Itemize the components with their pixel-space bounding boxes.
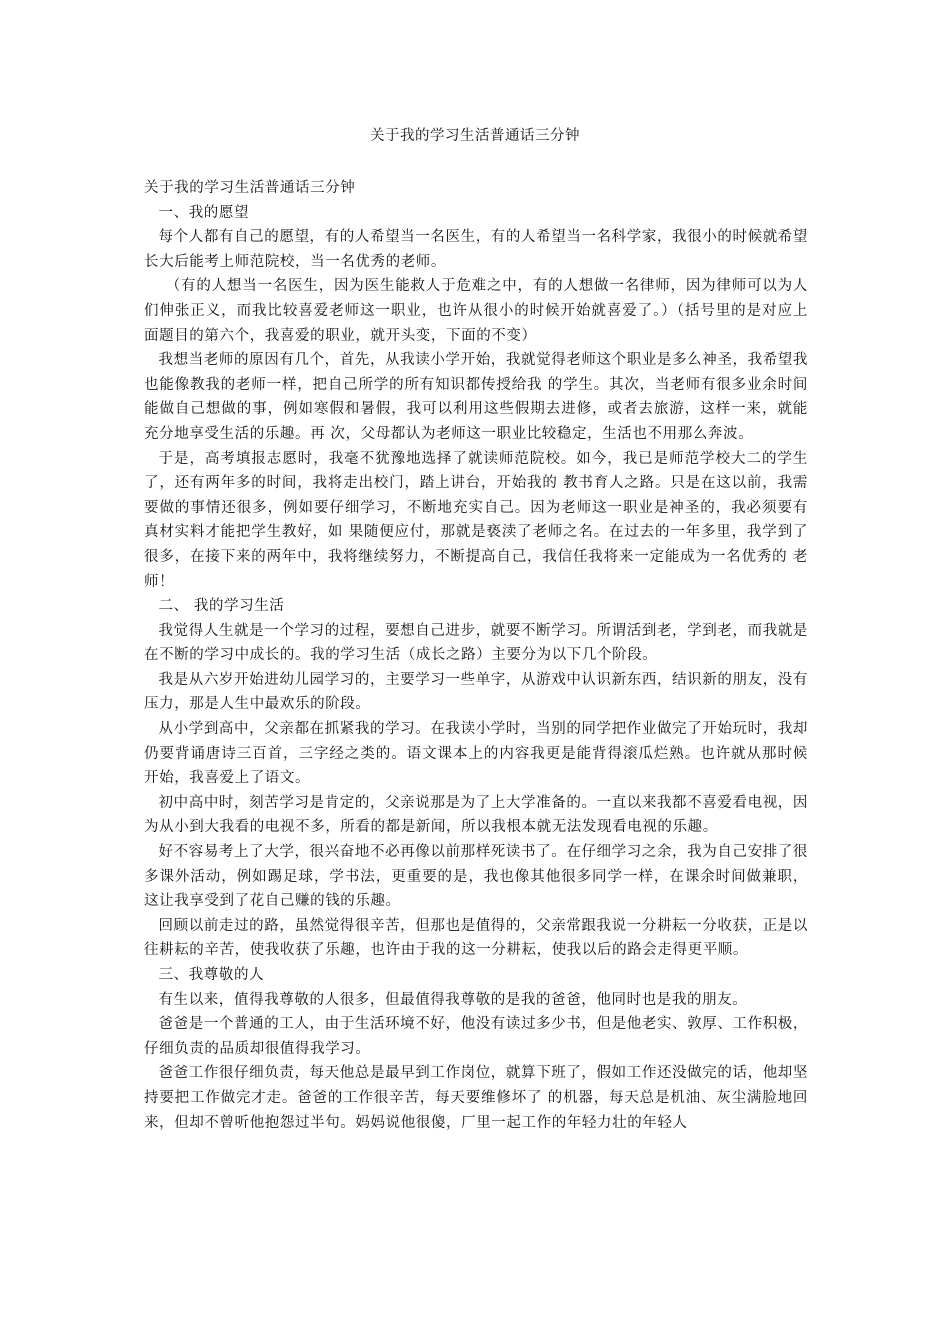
document-body: [144, 176, 808, 1135]
paragraph: 一、我的愿望: [158, 204, 250, 221]
paragraph: 每个人都有自己的愿望，有的人希望当一名医生，有的人希望当一名科学家，我很小的时候就希望长大后能考上师范院校，当一名优秀的老师。: [144, 229, 808, 270]
paragraph: 有生以来，值得我尊敬的人很多，但最值得我尊敬的是我的爸爸，他同时也是我的朋友。: [158, 991, 748, 1008]
body-heading: 关于我的学习生活普通话三分钟: [144, 180, 356, 196]
paragraph: 从小学到高中，父亲都在抓紧我的学习。在我读小学时，当别的同学把作业做完了开始玩时，我却仍要背诵唐诗三百首，三字经之类的。语文课本上的内容我更是能背得滚瓜烂熟。也许就从那时候开始，我喜爱上了语文。: [144, 721, 808, 787]
paragraph: 我想当老师的原因有几个，首先，从我读小学开始，我就觉得老师这个职业是多么神圣，我希望我也能像教我的老师一样，把自己所学的所有知识都传授给我 的学生。其次，当老师有很多业余时间能做自己想做的事，例如寒假和暑假，我可以利用这些假期去进修，或者去旅游，这样一来，就能充分地享受生活的乐趣。再 次，父母都认为老师这一职业比较稳定，生活也不用那么奔波。: [144, 352, 808, 442]
paragraph: 我是从六岁开始进幼儿园学习的，主要学习一些单字，从游戏中认识新东西，结识新的朋友，没有压力，那是人生中最欢乐的阶段。: [144, 671, 808, 713]
paragraph: 初中高中时，刻苦学习是肯定的，父亲说那是为了上大学准备的。一直以来我都不喜爱看电视，因为从小到大我看的电视不多，所看的都是新闻，所以我根本就无法发现看电视的乐趣。: [144, 794, 808, 836]
paragraph: 回顾以前走过的路，虽然觉得很辛苦，但那也是值得的，父亲常跟我说一分耕耘一分收获，正是以往耕耘的辛苦，使我收获了乐趣，也许由于我的这一分耕耘，使我以后的路会走得更平顺。: [144, 917, 808, 959]
paragraph: 于是，高考填报志愿时，我毫不犹豫地选择了就读师范院校。如今，我已是师范学校大二的学生了，还有两年多的时间，我将走出校门，踏上讲台，开始我的 教书育人之路。只是在这以前，我需要做的事情还很多，例如要仔细学习，不断地充实自己。因为老师这一职业是神圣的，我必须要有真材实料才能把学生教好，如 果随便应付，那就是亵渎了老师之名。在过去的一年多里，我学到了很多，在接下来的两年中，我将继续努力，不断提高自己，我信任我将来一定能成为一名优秀的 老师！: [144, 450, 808, 590]
paragraph: 三、我尊敬的人: [158, 967, 265, 983]
paragraph: 二、 我的学习生活: [158, 598, 285, 615]
paragraph: 好不容易考上了大学，很兴奋地不必再像以前那样死读书了。在仔细学习之余，我为自己安排了很多课外活动，例如踢足球，学书法，更重要的是，我也像其他很多同学一样，在课余时间做兼职，这让我享受到了花自己赚的钱的乐趣。: [144, 844, 808, 910]
paragraph: 爸爸是一个普通的工人，由于生活环境不好，他没有读过多少书，但是他老实、敦厚、工作积极，仔细负责的品质却很值得我学习。: [144, 1016, 808, 1057]
paragraph: 爸爸工作很仔细负责，每天他总是最早到工作岗位，就算下班了，假如工作还没做完的话，他却坚持要把工作做完才走。爸爸的工作很辛苦，每天要维修坏了 的机器，每天总是机油、灰尘满脸地回来，但却不曾听他抱怨过半句。妈妈说他很傻，厂里一起工作的年轻力壮的年轻人: [144, 1065, 808, 1131]
paragraph: 我觉得人生就是一个学习的过程，要想自己进步，就要不断学习。所谓活到老，学到老，而我就是在不断的学习中成长的。我的学习生活（成长之路）主要分为以下几个阶段。: [144, 622, 808, 664]
document-title: 关于我的学习生活普通话三分钟: [370, 128, 580, 144]
paragraph: （有的人想当一名医生，因为医生能救人于危难之中，有的人想做一名律师，因为律师可以为人们伸张正义，而我比较喜爱老师这一职业，也许从很小的时候开始就喜爱了。）（括号里的是对应上面题目的第六个，我喜爱的职业，就开头变，下面的不变）: [144, 278, 808, 344]
